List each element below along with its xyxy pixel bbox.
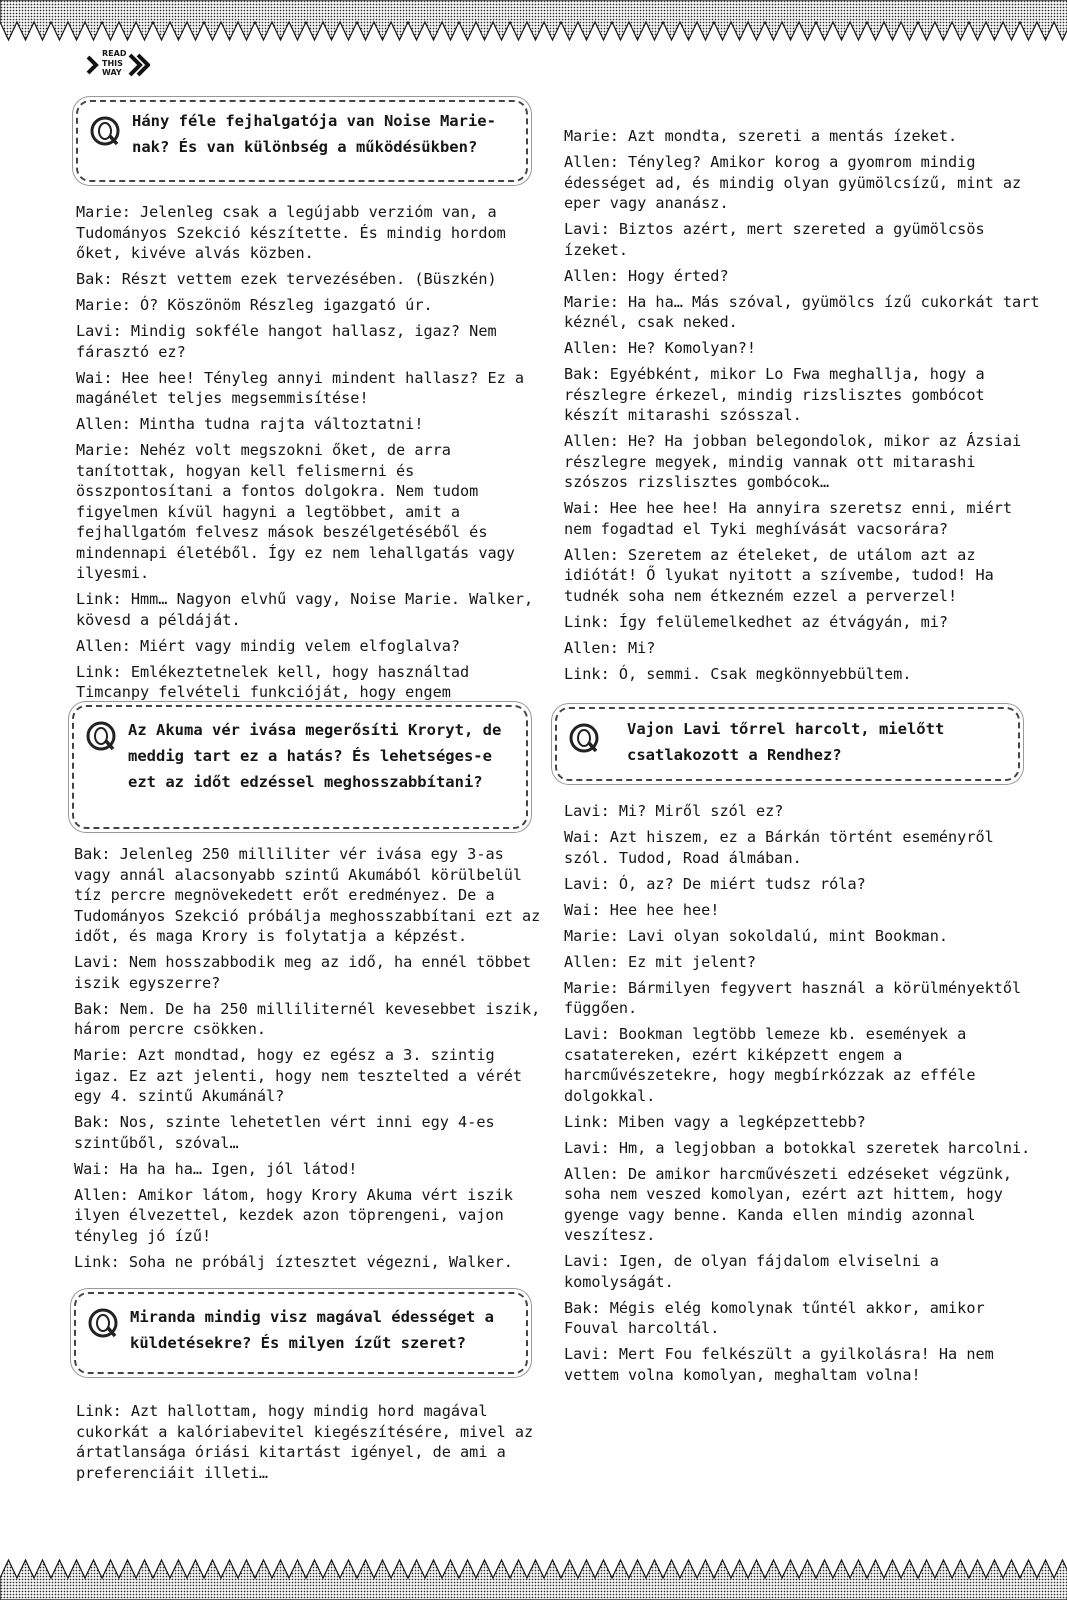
dialogue-line: Wai: Ha ha ha… Igen, jól látod! — [74, 1159, 358, 1178]
dialogue-line: Bak: Nem. De ha 250 milliliternél kevesebbet iszik, három percre csökken. — [74, 999, 541, 1038]
answers-q3-continued — [564, 126, 1044, 690]
answers-q3 — [76, 1401, 546, 1489]
question-box-4 — [555, 707, 1020, 781]
dialogue-line: Allen: Mintha tudna rajta változtatni! — [76, 415, 424, 433]
dialogue-line: Lavi: Mert Fou felkészült a gyilkolásra! Ha nem vettem volna komolyan, meghaltam volna! — [564, 1345, 994, 1384]
q-icon — [569, 723, 599, 753]
this-word: THIS — [102, 58, 123, 68]
dialogue-line: Link: Emlékeztetnelek kell, hogy használtad Timcanpy felvételi funkcióját, hogy engem — [76, 662, 470, 701]
dialogue-line: Allen: Tényleg? Amikor korog a gyomrom mindig édességet ad, és mindig olyan gyümölcsízű, mint az eper vagy ananász. — [564, 153, 1022, 212]
dialogue-line: Allen: Mi? — [564, 638, 656, 657]
dialogue-line: Lavi: Bookman legtöbb lemeze kb. események a csatatereken, ezért kiképzett engem a harcművészetekre, hogy megbírkózzak az efféle dolgokkal. — [564, 1025, 976, 1105]
dialogue-line: Marie: Azt mondta, szereti a mentás ízeket. — [564, 127, 958, 145]
answers-q4 — [564, 801, 1044, 1391]
dialogue-line: Lavi: Mi? Miről szól ez? — [564, 802, 784, 820]
dialogue-line: Link: Soha ne próbálj íztesztet végezni, Walker. — [74, 1252, 513, 1271]
question-text: Miranda mindig visz magával édességet a küldetésekre? És milyen ízűt szeret? — [130, 1308, 494, 1352]
dialogue-line: Link: Azt hallottam, hogy mindig hord magával cukorkát a kalóriabevitel kiegészítésére, mivel az ártatlansága óriási kitartást igényel, de ami a preferenciáit illeti… — [76, 1402, 534, 1482]
dialogue-line: Allen: Miért vagy mindig velem elfoglalva? — [76, 636, 461, 655]
dialogue-line: Lavi: Nem hosszabbodik meg az idő, ha ennél többet iszik egyszerre? — [74, 953, 532, 992]
dialogue-line: Lavi: Biztos azért, mert szereted a gyümölcsös ízeket. — [564, 220, 985, 259]
way-word: WAY — [102, 68, 122, 77]
dialogue-line: Link: Ó, semmi. Csak megkönnyebbültem. — [564, 664, 912, 683]
dialogue-line: Link: Hmm… Nagyon elvhű vagy, Noise Marie. Walker, kövesd a példáját. — [76, 590, 534, 629]
dialogue-line: Bak: Nos, szinte lehetetlen vért inni egy 4-es szintűből, szóval… — [74, 1113, 495, 1152]
dialogue-line: Bak: Mégis elég komolynak tűntél akkor, amikor Fouval harcoltál. — [564, 1298, 985, 1337]
bottom-zigzag-border — [0, 1554, 1067, 1600]
dialogue-line: Marie: Jelenleg csak a legújabb verzióm van, a Tudományos Szekció készítette. És mindig hordom őket, kivéve alvás közben. — [76, 203, 506, 262]
answers-q1 — [76, 202, 546, 729]
dialogue-line: Marie: Lavi olyan sokoldalú, mint Bookman. — [564, 926, 949, 945]
dialogue-line: Allen: Szeretem az ételeket, de utálom azt az idiótát! Ő lyukat nyitott a szívembe, tudod! Ha tudnék soha nem étkezném ezzel a perverzel! — [564, 545, 994, 605]
dialogue-line: Allen: He? Ha jobban belegondolok, mikor az Ázsiai részlegre megyek, mindig vannak ott mitarashi szószos rizslisztes gombócok… — [564, 432, 1022, 491]
dialogue-line: Marie: Azt mondtad, hogy ez egész a 3. szintig igaz. Ez azt jelenti, hogy nem tesztelted a vérét egy 4. szintű Akumánál? — [74, 1046, 523, 1105]
dialogue-line: Marie: Ha ha… Más szóval, gyümölcs ízű cukorkát tart kéznél, csak neked. — [564, 292, 1040, 331]
dialogue-line: Allen: Ez mit jelent? — [564, 952, 757, 971]
q-icon — [90, 116, 120, 146]
q-icon — [88, 1308, 118, 1338]
dialogue-line: Marie: Bármilyen fegyvert használ a körülményektől függően. — [564, 978, 1022, 1017]
dialogue-line: Allen: Amikor látom, hogy Krory Akuma vért iszik ilyen élvezettel, kezdek azon töprengeni, vajon tényleg jó ízű! — [74, 1185, 513, 1245]
dialogue-line: Bak: Jelenleg 250 milliliter vér ivása egy 3-as vagy annál alacsonyabb szintű Akumából körülbelül tíz percre megnövekedett erőt eredményez. De a Tudományos Szekció próbálja meghosszabbítani ezt az időt, és maga Krory is folytatja a képzést. — [74, 845, 541, 945]
question-box-1 — [76, 100, 528, 182]
read-word: READ — [102, 49, 127, 58]
dialogue-line: Marie: Ó? Köszönöm Részleg igazgató úr. — [76, 296, 433, 314]
answers-q2 — [74, 844, 544, 1278]
question-box-2 — [72, 705, 528, 829]
top-zigzag-border — [0, 0, 1067, 46]
question-text: Vajon Lavi tőrrel harcolt, mielőtt csatlakozott a Rendhez? — [627, 720, 945, 764]
dialogue-line: Lavi: Ó, az? De miért tudsz róla? — [564, 874, 866, 893]
question-text: Hány féle fejhalgatója van Noise Marie-nak? És van különbség a működésükben? — [132, 112, 496, 156]
read-this-way-marker — [86, 49, 150, 81]
dialogue-line: Allen: De amikor harcművészeti edzéseket végzünk, soha nem veszed komolyan, ezért azt hittem, hogy gyenge vagy benne. Kanda ellen mindig azonnal veszítesz. — [564, 1164, 1013, 1244]
dialogue-line: Allen: Hogy érted? — [564, 266, 729, 285]
dialogue-line: Allen: He? Komolyan?! — [564, 339, 757, 357]
dialogue-line: Wai: Azt hiszem, ez a Bárkán történt eseményről szól. Tudod, Road álmában. — [564, 828, 994, 867]
q-icon — [86, 721, 116, 751]
dialogue-line: Wai: Hee hee hee! Ha annyira szeretsz enni, miért nem fogadtad el Tyki meghívását vacsorára? — [564, 499, 1013, 538]
dialogue-line: Wai: Hee hee! Tényleg annyi mindent hallasz? Ez a magánélet teljes megsemmisítése! — [76, 368, 525, 407]
dialogue-line: Bak: Egyébként, mikor Lo Fwa meghallja, hogy a részlegre érkezel, mindig rizslisztes gombócot készít mitarashi szósszal. — [564, 365, 985, 424]
dialogue-line: Marie: Nehéz volt megszokni őket, de arra tanítottak, hogyan kell felismerni és összpontosítani a fontos dolgokra. Nem tudom figyelmen kívül hagyni a legtöbbet, amit a fejhallgatóm felvesz mások beszélgetéséből és mindennapi életéből. Így ez nem lehallgatás vagy ilyesmi. — [76, 441, 515, 582]
dialogue-line: Link: Így felülemelkedhet az étvágyán, mi? — [564, 612, 949, 631]
dialogue-line: Lavi: Igen, de olyan fájdalom elviselni a komolyságát. — [564, 1252, 939, 1291]
question-text: Az Akuma vér ivása megerősíti Kroryt, de meddig tart ez a hatás? És lehetséges-e ezt az időt edzéssel meghosszabbítani? — [128, 721, 502, 791]
dialogue-line: Wai: Hee hee hee! — [564, 900, 720, 919]
question-box-3 — [74, 1292, 528, 1374]
dialogue-line: Link: Miben vagy a legképzettebb? — [564, 1112, 866, 1131]
dialogue-line: Lavi: Hm, a legjobban a botokkal szeretek harcolni. — [564, 1138, 1031, 1157]
dialogue-line: Bak: Részt vettem ezek tervezésében. (Büszkén) — [76, 270, 497, 288]
dialogue-line: Lavi: Mindig sokféle hangot hallasz, igaz? Nem fárasztó ez? — [76, 322, 497, 361]
